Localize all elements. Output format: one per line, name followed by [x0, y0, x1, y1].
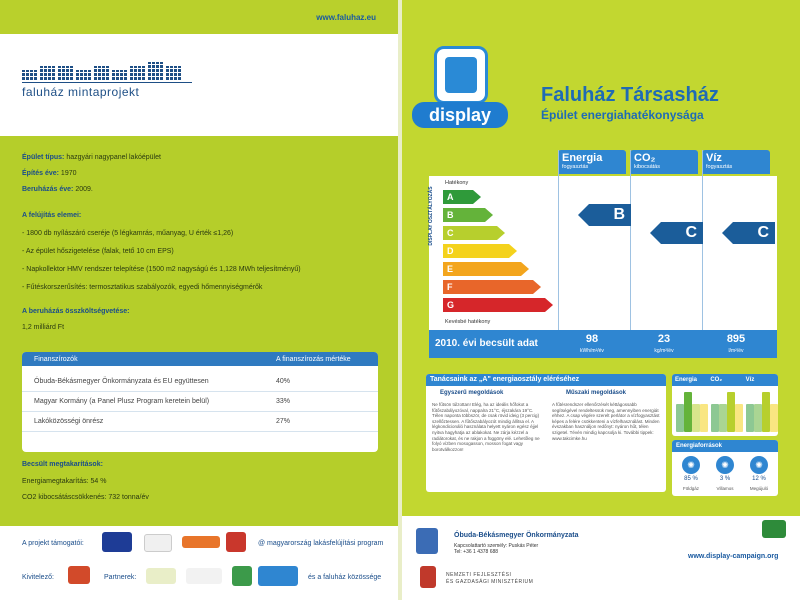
financier-name: Óbuda-Békásmegyer Önkormányzata és EU együttesen	[34, 378, 209, 385]
sponsor-logo	[144, 534, 172, 552]
gas-share-unit: %	[692, 476, 698, 482]
tab-title: Energia	[562, 152, 603, 164]
estimate-row	[429, 330, 777, 358]
financing-share-column-header: A finanszírozás mértéke	[276, 355, 351, 363]
energy-sources-title: Energiaforrások	[672, 440, 778, 452]
rating-arrow-co2: C	[661, 222, 703, 244]
gas-label: Földgáz	[682, 486, 699, 491]
tab-title: CO₂	[634, 152, 656, 164]
electricity-icon: ✺	[716, 456, 734, 474]
column-divider	[630, 150, 631, 330]
gas-share	[676, 476, 706, 482]
mini-rating-chart	[672, 374, 778, 436]
electricity-share	[710, 476, 740, 482]
hungary-coat-of-arms-icon	[420, 566, 436, 588]
rating-arrow-water: C	[733, 222, 775, 244]
renovation-element: - Az épület hőszigetelése (falak, tető 10 cm EPS)	[22, 248, 174, 255]
community-text: és a faluház közössége	[308, 574, 382, 581]
logo-caption: faluház mintaprojekt	[22, 85, 140, 99]
tab-subtitle: kibocsátás	[634, 164, 660, 170]
energy-rating-chart	[429, 176, 777, 330]
contractor-label: Kivitelező:	[22, 574, 54, 581]
display-face-icon	[445, 57, 477, 93]
gas-share-value: 85	[684, 476, 691, 482]
table-row	[22, 412, 378, 432]
energy-value: 98	[585, 333, 599, 345]
co2-reduction: CO2 kibocsátáscsökkenés: 732 tonna/év	[22, 494, 149, 501]
mini-bar	[692, 404, 700, 432]
mini-tabs	[672, 374, 778, 386]
energy-unit: kWh/m²/év	[580, 348, 604, 354]
budget-title	[22, 308, 130, 315]
mini-bar	[719, 404, 727, 432]
mini-bar	[676, 404, 684, 432]
budget-value: 1,2 milliárd Ft	[22, 324, 65, 331]
tab-energy	[558, 150, 626, 174]
mini-bar	[727, 392, 735, 432]
mini-bar	[754, 404, 762, 432]
partner-logo	[146, 568, 176, 584]
mini-tab-energy: Energia	[675, 377, 698, 383]
housing-program-text: @ magyarország lakásfelújítási program	[258, 540, 384, 547]
financier-name: Lakóközösségi önrész	[34, 418, 104, 425]
water-unit: l/m²/év	[728, 348, 744, 354]
partners-label: Partnerek:	[104, 574, 137, 581]
tab-subtitle: fogyasztás	[706, 164, 733, 170]
budget-title-text: A beruházás összköltségvetése:	[22, 308, 130, 315]
municipality-crest-icon	[416, 528, 438, 554]
simple-solutions-title: Egyszerű megoldások	[440, 390, 504, 396]
rating-bar-b: B	[443, 208, 485, 222]
estimate-label: 2010. évi becsült adat	[435, 338, 538, 349]
ministry-line-1: NEMZETI FEJLESZTÉSI	[446, 572, 512, 578]
municipality-phone: Tel: +36 1 4378 688	[454, 549, 499, 555]
partner-logo	[258, 566, 298, 586]
renewable-share-unit: %	[760, 476, 766, 482]
mini-bar	[770, 404, 778, 432]
water-value: 895	[726, 333, 746, 345]
tips-box	[426, 374, 666, 492]
partner-logo	[186, 568, 222, 584]
tab-subtitle: fogyasztás	[562, 164, 589, 170]
page-subtitle: Épület energiahatékonysága	[541, 108, 704, 122]
metric-tabs	[558, 150, 770, 174]
display-logo	[412, 46, 510, 132]
tab-water	[702, 150, 770, 174]
renovation-element: - 1800 db nyílászáró cseréje (5 légkamrás, műanyag, U érték ≤1,26)	[22, 230, 234, 237]
mini-tab-water: Víz	[745, 377, 755, 383]
page-title: Faluház Társasház	[541, 84, 719, 106]
renewable-share	[744, 476, 774, 482]
gas-flame-icon: ✺	[682, 456, 700, 474]
building-type-row	[22, 154, 161, 161]
mini-bar	[711, 404, 719, 432]
build-year-value: 1970	[60, 170, 77, 177]
financing-share: 27%	[276, 418, 291, 425]
co2-value: 23	[657, 333, 671, 345]
mini-bar	[762, 392, 770, 432]
investment-year-value: 2009.	[75, 186, 93, 193]
supporters-label: A projekt támogatói:	[22, 540, 84, 547]
mini-bar	[700, 404, 708, 432]
savings-title	[22, 461, 103, 468]
solar-icon: ✺	[750, 456, 768, 474]
faluhaz-logo	[22, 62, 192, 99]
financier-name: Magyar Kormány (a Panel Plusz Program keretein belül)	[34, 398, 210, 405]
tips-title: Tanácsaink az „A" energiaosztály eléréséhez	[426, 374, 666, 386]
mini-bar	[684, 392, 692, 432]
mini-tab-co2: CO₂	[710, 377, 722, 383]
energy-sources-box	[672, 440, 778, 496]
investment-year-label: Beruházás éve:	[22, 186, 74, 193]
savings-title-text: Becsült megtakarítások:	[22, 461, 103, 468]
eu-flag-icon	[102, 532, 132, 552]
less-efficient-label: Kevésbé hatékony	[445, 319, 491, 325]
municipality-contact: Kapcsolattartó személy: Puskás Péter	[454, 543, 539, 549]
co2-unit: kg/m²/év	[654, 348, 674, 354]
building-type-value: hazgyári nagypanel lakóépület	[66, 154, 161, 161]
financing-header	[22, 352, 378, 366]
left-page	[0, 0, 398, 600]
rating-bar-g: G	[443, 298, 545, 312]
table-row	[22, 392, 378, 412]
rating-bar-e: E	[443, 262, 521, 276]
table-row	[22, 372, 378, 392]
display-house-icon	[434, 46, 488, 104]
tab-co2	[630, 150, 698, 174]
rating-bar-a: A	[443, 190, 473, 204]
electricity-share-unit: %	[724, 476, 731, 482]
rating-bar-d: D	[443, 244, 509, 258]
sponsors-area	[0, 526, 398, 600]
build-year-row	[22, 170, 77, 177]
rating-axis-label: DISPLAY OSZTÁLYOZÁS	[428, 186, 434, 246]
display-campaign-url-link[interactable]: www.display-campaign.org	[688, 553, 779, 560]
technical-solutions-title: Műszaki megoldások	[566, 390, 627, 396]
financing-share: 33%	[276, 398, 291, 405]
renewable-label: Megújuló	[749, 486, 769, 491]
faluhaz-logo-bars-icon	[22, 62, 192, 80]
building-type-label: Épület típus:	[22, 154, 65, 161]
simple-solutions-text: Ne fűtsön túlzottan! Elég, ha az ideális hőfokot a fűtőszabályozóval, nappalra 21°C, éjszakára 19°C. Télen naponta többször, de csak rövid ideig (3 percig) szellőztessen. A fűtőszabályozót mindig állítsa el. A légkondicionáló használata helyett nyáron egész éjjel nyitva hagyhatja az ablakokat. Ne zárja kézzel a radiátorokat, és ne rakjon a függöny elé. Lehetőleg ne folyó vízben mosogasson, mosson fogat vagy borotválkozzon!	[432, 402, 540, 452]
display-wordmark: display	[412, 102, 508, 128]
electricity-label: Villamos	[716, 486, 734, 491]
project-info-panel	[0, 136, 398, 526]
renovation-element: - Napkollektor HMV rendszer telepítése (1500 m2 nagyságú és 1,128 MWh teljesítményű)	[22, 266, 301, 273]
sponsor-logo	[226, 532, 246, 552]
renewable-share-value: 12	[752, 476, 759, 482]
electricity-share-value: 3	[719, 476, 724, 482]
investment-year-row	[22, 186, 93, 193]
financing-table	[22, 352, 378, 452]
faluhaz-url-link[interactable]: www.faluhaz.eu	[316, 13, 376, 22]
sponsor-logo	[182, 536, 220, 548]
energy-saving: Energiamegtakarítás: 54 %	[22, 478, 107, 485]
financing-share: 40%	[276, 378, 291, 385]
column-divider	[558, 150, 559, 330]
technical-solutions-text: A fűtésrendszer ellenőrzését kéttágossabb segítségével rendeltessük meg, amennyiben energiát ehhez. A csap végére szerelt perlátor a vízfogyasztást képes a felére csökkenteni a vízfelhasználást. Minden évszakban használjon redőnyt: nyáron hűt, télen szigetel. Tévén mindig kapcsolja ki. További tippek: www.takcimke.hu	[552, 402, 660, 441]
ministry-line-2: ÉS GAZDASÁGI MINISZTÉRIUM	[446, 579, 534, 585]
efficient-label: Hatékony	[445, 180, 469, 186]
tab-title: Víz	[706, 152, 722, 164]
eu-ecolabel-icon	[762, 520, 786, 538]
municipality-name: Óbuda-Békásmegyer Önkormányzata	[454, 532, 579, 539]
renovation-elements-title-text: A felújítás elemei:	[22, 212, 82, 219]
renovation-element: - Fűtéskorszerűsítés: termosztatikus szabályozók, egyedi hőmennyiségmérők	[22, 284, 263, 291]
rating-bar-f: F	[443, 280, 533, 294]
mini-bar	[735, 404, 743, 432]
financier-column-header: Finanszírozók	[34, 355, 78, 363]
contractor-logo	[68, 566, 90, 584]
renovation-elements-title	[22, 212, 81, 219]
rating-arrow-energy: B	[589, 204, 631, 226]
build-year-label: Építés éve:	[22, 170, 59, 177]
left-top-band	[0, 0, 398, 34]
rating-bar-c: C	[443, 226, 497, 240]
partner-logo	[232, 566, 252, 586]
logo-underline	[22, 82, 192, 83]
mini-bar	[746, 404, 754, 432]
